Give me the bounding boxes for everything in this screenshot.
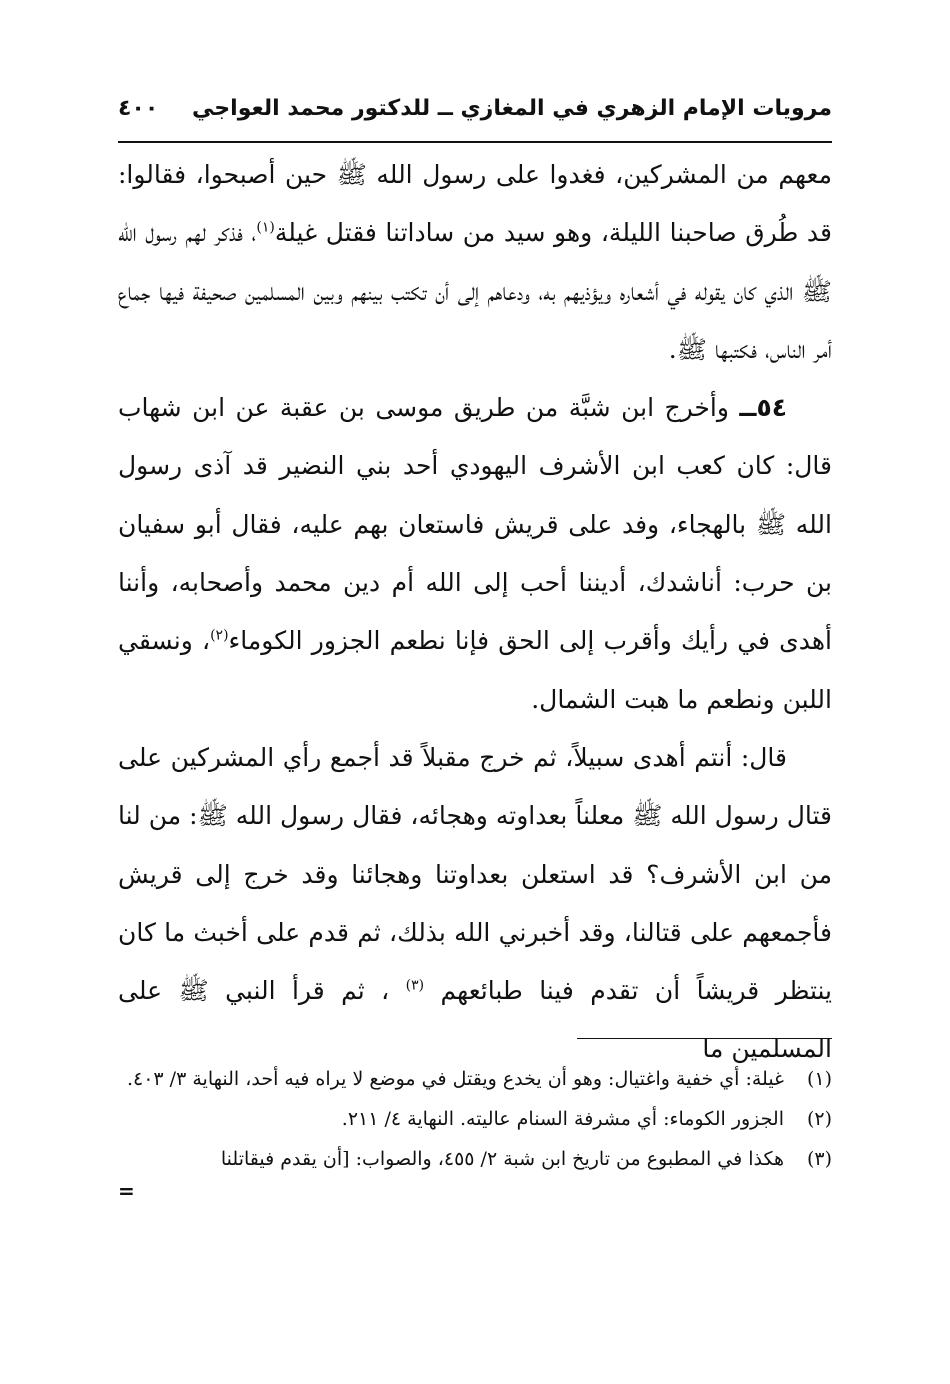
- footnote-ref-1[interactable]: (١): [256, 219, 275, 236]
- footnote-ref-3[interactable]: (٣): [405, 977, 425, 994]
- paragraph-2-text-b: ، ونسقي اللبن ونطعم ما هبت الشمال.: [118, 626, 832, 714]
- header-title: مرويات الإمام الزهري في المغازي ــ للدكتور محمد العواجي: [192, 96, 832, 121]
- body-text: [118, 146, 832, 1079]
- footnote-2: [118, 1100, 832, 1138]
- footnote-1: [118, 1060, 832, 1098]
- paragraph-1-text-a: معهم من المشركين، فغدوا على رسول الله ﷺ حين أصبحوا، فقالوا: قد طُرق صاحبنا الليلة، وهو سيد من ساداتنا فقتل غيلة: [118, 160, 832, 248]
- footnote-ref-2[interactable]: (٢): [210, 628, 229, 645]
- footnote-text: الجزور الكوماء: أي مشرفة السنام عاليته. النهاية ٤/ ٢١١.: [341, 1108, 784, 1130]
- footnotes: [118, 1060, 832, 1202]
- paragraph-3: [118, 729, 832, 1079]
- footnote-text: غيلة: أي خفية واغتيال: وهو أن يخدع ويقتل في موضع لا يراه فيه أحد، النهاية ٣/ ٤٠٣.: [126, 1068, 784, 1090]
- footnote-number: (٢): [806, 1108, 832, 1130]
- paragraph-2-text-a: وأخرج ابن شبَّة من طريق موسى بن عقبة عن ابن شهاب قال: كان كعب ابن الأشرف اليهودي أحد بني النضير قد آذى رسول الله ﷺ بالهجاء، وفد على قريش فاستعان بهم عليه، فقال أبو سفيان بن حرب: أناشدك، أديننا أحب إلى الله أم دين محمد وأصحابه، وأننا أهدى في رأيك وأقرب إلى الحق فإنا نطعم الجزور الكوماء: [118, 393, 832, 656]
- paragraph-3-text-a: قال: أنتم أهدى سبيلاً، ثم خرج مقبلاً قد أجمع رأي المشركين على قتال رسول الله ﷺ معلناً بعداوته وهجائه، فقال رسول الله ﷺ: من لنا من ابن الأشرف؟ قد استعلن بعداوتنا وهجائنا وقد خرج إلى قريش فأجمعهم على قتالنا، وقد أخبرني الله بذلك، ثم قدم على أخبث ما كان ينتظر قريشاً أن تقدم فينا طبائعهم: [118, 742, 833, 1006]
- footnote-separator: [577, 1038, 832, 1039]
- paragraph-1-text-b: ، فذكر لهم رسول الله ﷺ الذي كان يقوله في أشعاره ويؤذيهم به، ودعاهم إلى أن تكتب بينهم وبين المسلمين صحيفة فيها جماع أمر الناس، فكتبها ﷺ.: [118, 218, 832, 364]
- footnote-text: هكذا في المطبوع من تاريخ ابن شبة ٢/ ٤٥٥، والصواب: [أن يقدم فيقاتلنا: [220, 1148, 784, 1170]
- running-header: [118, 92, 832, 136]
- page-number: ٤٠٠: [118, 96, 159, 121]
- paragraph-2: [118, 379, 832, 729]
- footnote-number: (٣): [806, 1148, 832, 1170]
- header-rule: [118, 141, 832, 143]
- paragraph-1: [118, 146, 832, 379]
- footnote-3: [118, 1140, 832, 1178]
- footnote-continuation-mark: =: [118, 1179, 135, 1203]
- footnote-number: (١): [806, 1068, 832, 1090]
- narration-number: ٥٤ــ: [739, 393, 787, 423]
- paragraph-3-text-b: ، ثم قرأ النبي ﷺ على المسلمين ما: [118, 976, 832, 1064]
